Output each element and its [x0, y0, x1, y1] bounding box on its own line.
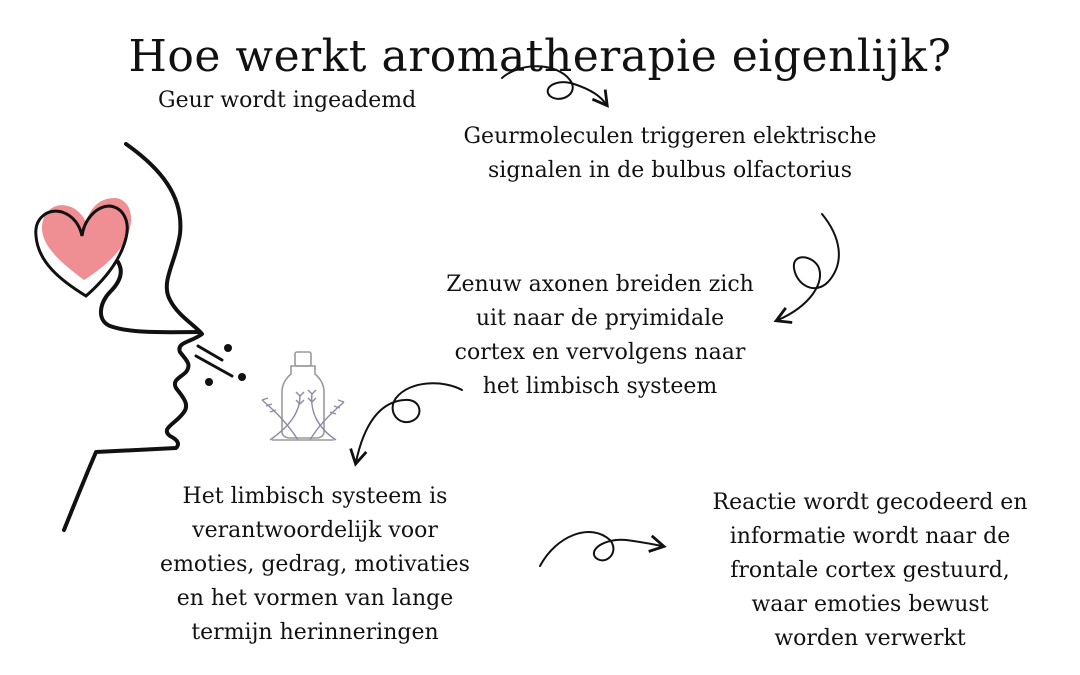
curly-arrow-icon [778, 214, 839, 320]
step-4-line: verantwoordelijk voor [192, 518, 438, 543]
step-3-line: het limbisch systeem [482, 374, 718, 399]
face-profile-icon [64, 144, 202, 530]
step-3-line: uit naar de pryimidale [475, 306, 725, 331]
step-5-line: Reactie wordt gecodeerd en [712, 490, 1028, 515]
scent-dot-icon [205, 378, 213, 386]
scent-dot-icon [224, 344, 232, 352]
step-1-line: Geur wordt ingeademd [158, 88, 417, 113]
step-5-line: informatie wordt naar de [729, 524, 1011, 549]
step-5-line: worden verwerkt [774, 626, 966, 651]
curly-arrow-icon [502, 66, 606, 104]
step-4-line: Het limbisch systeem is [182, 484, 448, 509]
lavender-icon [262, 390, 344, 440]
scent-dot-icon [238, 373, 246, 381]
step-5-line: waar emoties bewust [751, 592, 989, 617]
step-4-line: termijn herinneringen [191, 620, 439, 645]
essential-oil-bottle-icon [282, 352, 324, 438]
step-5-line: frontale cortex gestuurd, [730, 558, 1010, 583]
step-3-line: Zenuw axonen breiden zich [446, 272, 754, 297]
scent-line-icon [196, 356, 232, 376]
nose-curl-icon [101, 262, 200, 332]
curly-arrow-icon [540, 532, 662, 566]
page-title: Hoe werkt aromatherapie eigenlijk? [128, 31, 952, 83]
step-3-line: cortex en vervolgens naar [454, 340, 746, 365]
step-2-line: signalen in de bulbus olfactorius [488, 158, 852, 183]
step-4-line: en het vormen van lange [176, 586, 454, 611]
step-4-line: emoties, gedrag, motivaties [160, 552, 470, 577]
step-2-line: Geurmoleculen triggeren elektrische [463, 124, 877, 149]
curly-arrow-icon [356, 383, 462, 462]
